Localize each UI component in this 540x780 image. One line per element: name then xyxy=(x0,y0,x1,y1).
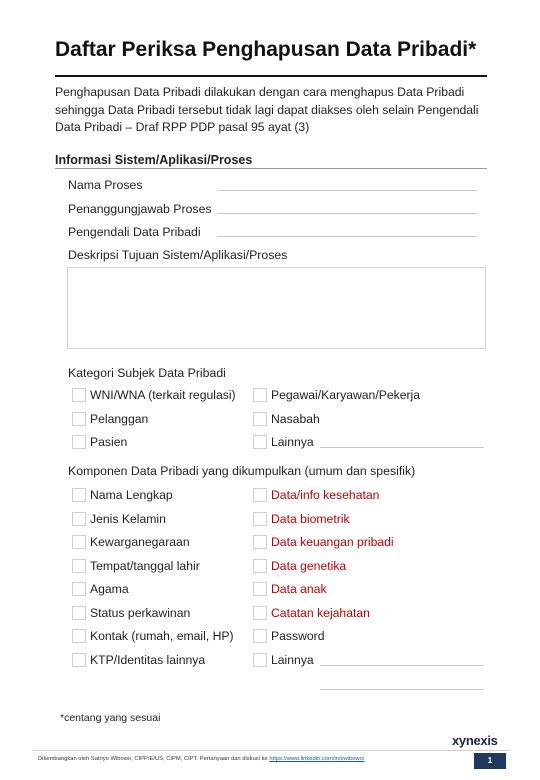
subject-category-heading: Kategori Subjek Data Pribadi xyxy=(68,366,226,380)
xynexis-logo: xynexis xyxy=(452,733,498,748)
footer-credit-text: Dikembangkan oleh Satriyo Wibowo, CIPP/E/US, CIPM, CIPT. Pertanyaan dan diskusi ke xyxy=(38,756,268,762)
description-label: Deskripsi Tujuan Sistem/Aplikasi/Proses xyxy=(68,248,288,262)
component-checkbox-left-0[interactable] xyxy=(72,488,86,502)
component-checkbox-right-4[interactable] xyxy=(253,582,267,596)
component-checkbox-left-2[interactable] xyxy=(72,535,86,549)
component-checkbox-right-6[interactable] xyxy=(253,629,267,643)
component-checkbox-right-7[interactable] xyxy=(253,653,267,667)
component-label-right-1: Data biometrik xyxy=(271,511,350,526)
subject-checkbox-left-0[interactable] xyxy=(72,388,86,402)
footnote: *centang yang sesuai xyxy=(60,712,161,724)
components-heading: Komponen Data Pribadi yang dikumpulkan (umum dan spesifik) xyxy=(68,464,416,478)
component-label-right-4: Data anak xyxy=(271,582,327,596)
field-label-penanggungjawab: Penanggungjawab Proses xyxy=(68,202,212,216)
intro-paragraph: Penghapusan Data Pribadi dilakukan dengan cara menghapus Data Pribadi sehingga Data Pribadi tersebut tidak lagi dapat diakses oleh selain Pengendali Data Pribadi – Draf RPP PDP pasal 95 ayat (3) xyxy=(55,85,479,134)
subject-label-left-1: Pelanggan xyxy=(90,411,149,426)
field-input-penanggungjawab[interactable] xyxy=(217,213,477,214)
component-label-left-3: Tempat/tanggal lahir xyxy=(90,558,200,573)
component-checkbox-right-3[interactable] xyxy=(253,559,267,573)
subject-label-right-1: Nasabah xyxy=(271,411,320,426)
component-label-left-0: Nama Lengkap xyxy=(90,488,173,502)
footer-link[interactable]: https://www.linkedin.com/in/swibowo/ xyxy=(269,756,365,762)
component-label-right-7: Lainnya xyxy=(271,652,314,667)
extra-other-line[interactable] xyxy=(320,689,484,690)
field-input-pengendali[interactable] xyxy=(217,236,477,237)
subject-label-left-2: Pasien xyxy=(90,435,128,449)
component-checkbox-left-6[interactable] xyxy=(72,629,86,643)
subject-label-left-0: WNI/WNA (terkait regulasi) xyxy=(90,388,236,402)
component-label-left-5: Status perkawinan xyxy=(90,605,191,620)
component-checkbox-left-3[interactable] xyxy=(72,559,86,573)
subject-other-line[interactable] xyxy=(320,447,484,448)
subject-label-right-0: Pegawai/Karyawan/Pekerja xyxy=(271,388,421,402)
subject-checkbox-right-0[interactable] xyxy=(253,388,267,402)
component-label-right-5: Catatan kejahatan xyxy=(271,605,370,620)
component-label-right-2: Data keuangan pribadi xyxy=(271,535,394,549)
component-checkbox-right-2[interactable] xyxy=(253,535,267,549)
component-checkbox-left-7[interactable] xyxy=(72,653,86,667)
component-checkbox-left-5[interactable] xyxy=(72,606,86,620)
section-divider xyxy=(55,168,487,169)
component-checkbox-left-1[interactable] xyxy=(72,512,86,526)
footer-divider xyxy=(32,750,510,751)
component-label-right-3: Data genetika xyxy=(271,558,347,573)
subject-checkbox-right-1[interactable] xyxy=(253,412,267,426)
component-label-left-2: Kewarganegaraan xyxy=(90,535,190,549)
field-label-pengendali: Pengendali Data Pribadi xyxy=(68,225,201,239)
component-checkbox-right-5[interactable] xyxy=(253,606,267,620)
field-input-nama-proses[interactable] xyxy=(217,190,477,191)
component-label-left-1: Jenis Kelamin xyxy=(90,511,166,526)
description-textarea[interactable] xyxy=(67,267,486,349)
component-other-line[interactable] xyxy=(320,665,484,666)
field-label-nama-proses: Nama Proses xyxy=(68,178,143,192)
subject-checkbox-left-2[interactable] xyxy=(72,435,86,449)
component-label-left-7: KTP/Identitas lainnya xyxy=(90,652,206,667)
component-label-right-6: Password xyxy=(271,629,325,643)
subject-checkbox-left-1[interactable] xyxy=(72,412,86,426)
component-label-left-6: Kontak (rumah, email, HP) xyxy=(90,629,234,643)
page-title: Daftar Periksa Penghapusan Data Pribadi* xyxy=(55,38,477,61)
title-divider xyxy=(55,75,487,77)
component-checkbox-right-1[interactable] xyxy=(253,512,267,526)
subject-checkbox-right-2[interactable] xyxy=(253,435,267,449)
component-checkbox-right-0[interactable] xyxy=(253,488,267,502)
subject-label-right-2: Lainnya xyxy=(271,435,314,449)
component-label-right-0: Data/info kesehatan xyxy=(271,488,380,502)
section-title: Informasi Sistem/Aplikasi/Proses xyxy=(55,153,253,167)
component-label-left-4: Agama xyxy=(90,582,129,596)
page-number-badge: 1 xyxy=(474,753,506,769)
footer-credit xyxy=(38,756,364,762)
component-checkbox-left-4[interactable] xyxy=(72,582,86,596)
